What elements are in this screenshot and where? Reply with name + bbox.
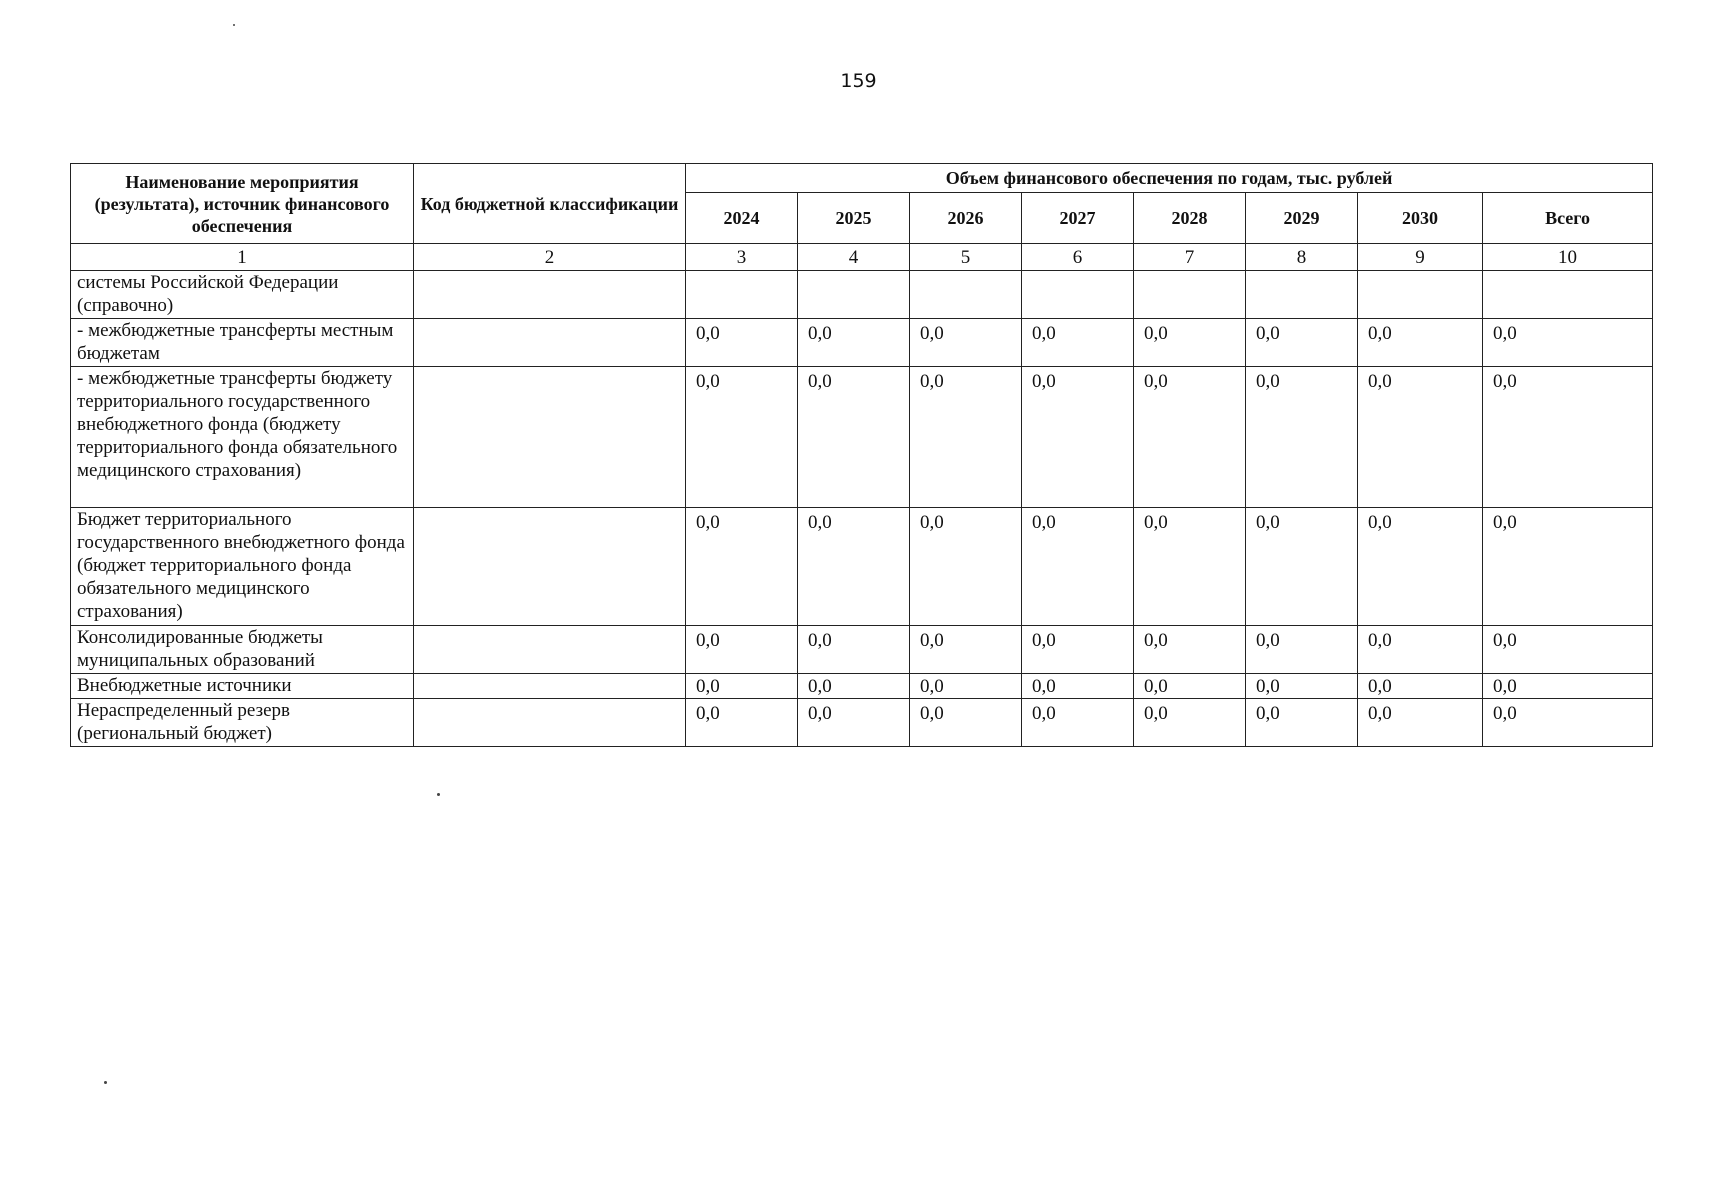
table-row [71,674,1653,699]
cell-value: 0,0 [1022,319,1134,367]
cell-value: 0,0 [1483,699,1653,747]
cell-value [1483,271,1653,319]
cell-value: 0,0 [1483,626,1653,674]
cell-value: 0,0 [1358,319,1483,367]
row-code [414,508,686,626]
table-row [71,319,1653,367]
cell-value: 0,0 [1134,319,1246,367]
cell-value: 0,0 [798,626,910,674]
row-name: Внебюджетные источники [71,674,414,699]
cell-value: 0,0 [1483,319,1653,367]
column-number: 6 [1022,244,1134,271]
cell-value [1134,271,1246,319]
row-code [414,271,686,319]
header-year-2029: 2029 [1246,193,1358,244]
cell-value: 0,0 [1358,699,1483,747]
cell-value: 0,0 [1134,626,1246,674]
scan-speck [104,1081,107,1084]
table-body [71,271,1653,747]
table-row [71,367,1653,508]
column-number: 10 [1483,244,1653,271]
cell-value: 0,0 [798,699,910,747]
header-year-2030: 2030 [1358,193,1483,244]
header-year-2028: 2028 [1134,193,1246,244]
table-header [71,164,1653,271]
cell-value: 0,0 [686,626,798,674]
header-year-2027: 2027 [1022,193,1134,244]
row-name: Нераспределенный резерв (региональный бюджет) [71,699,414,747]
cell-value: 0,0 [1358,674,1483,699]
cell-value [686,271,798,319]
row-name: - межбюджетные трансферты местным бюджетам [71,319,414,367]
cell-value: 0,0 [1246,508,1358,626]
cell-value: 0,0 [1134,508,1246,626]
cell-value: 0,0 [798,367,910,508]
row-name: Консолидированные бюджеты муниципальных образований [71,626,414,674]
column-number: 9 [1358,244,1483,271]
cell-value: 0,0 [1134,674,1246,699]
cell-value: 0,0 [1134,699,1246,747]
page-number: 159 [840,70,877,92]
cell-value: 0,0 [1358,367,1483,508]
header-row [71,164,1653,193]
cell-value: 0,0 [910,626,1022,674]
cell-value: 0,0 [798,508,910,626]
cell-value: 0,0 [798,319,910,367]
column-number-row [71,244,1653,271]
cell-value: 0,0 [1022,674,1134,699]
table-row [71,626,1653,674]
cell-value: 0,0 [1246,367,1358,508]
row-code [414,699,686,747]
cell-value: 0,0 [1022,626,1134,674]
column-number: 3 [686,244,798,271]
row-name: - межбюджетные трансферты бюджету территориального государственного внебюджетного фонда (бюджету территориального фонда обязательного медицинского страхования) [71,367,414,508]
cell-value: 0,0 [1134,367,1246,508]
cell-value: 0,0 [1483,674,1653,699]
column-number: 4 [798,244,910,271]
financing-table [70,163,1653,747]
cell-value: 0,0 [1022,508,1134,626]
row-name: системы Российской Федерации (справочно) [71,271,414,319]
cell-value: 0,0 [798,674,910,699]
row-code [414,319,686,367]
cell-value: 0,0 [1022,367,1134,508]
scan-speck [233,24,235,26]
cell-value: 0,0 [1246,319,1358,367]
header-volume: Объем финансового обеспечения по годам, тыс. рублей [686,164,1653,193]
column-number: 5 [910,244,1022,271]
cell-value [1022,271,1134,319]
table-row [71,508,1653,626]
cell-value: 0,0 [910,674,1022,699]
cell-value: 0,0 [910,508,1022,626]
cell-value: 0,0 [1483,367,1653,508]
row-code [414,674,686,699]
header-year-2025: 2025 [798,193,910,244]
column-number: 2 [414,244,686,271]
row-code [414,367,686,508]
cell-value: 0,0 [910,319,1022,367]
row-name: Бюджет территориального государственного внебюджетного фонда (бюджет территориального фонда обязательного медицинского страхования) [71,508,414,626]
row-code [414,626,686,674]
cell-value [798,271,910,319]
cell-value [910,271,1022,319]
cell-value: 0,0 [1358,508,1483,626]
cell-value: 0,0 [686,367,798,508]
header-code: Код бюджетной классификации [414,164,686,244]
cell-value: 0,0 [686,319,798,367]
cell-value: 0,0 [1358,626,1483,674]
cell-value: 0,0 [1246,699,1358,747]
cell-value: 0,0 [1246,674,1358,699]
cell-value: 0,0 [686,508,798,626]
cell-value: 0,0 [686,674,798,699]
cell-value [1358,271,1483,319]
cell-value: 0,0 [1022,699,1134,747]
table-row [71,271,1653,319]
cell-value: 0,0 [1246,626,1358,674]
header-name: Наименование мероприятия (результата), источник финансового обеспечения [71,164,414,244]
table-row [71,699,1653,747]
cell-value: 0,0 [1483,508,1653,626]
column-number: 8 [1246,244,1358,271]
header-year-2026: 2026 [910,193,1022,244]
cell-value: 0,0 [910,699,1022,747]
header-total: Всего [1483,193,1653,244]
cell-value [1246,271,1358,319]
cell-value: 0,0 [686,699,798,747]
column-number: 1 [71,244,414,271]
column-number: 7 [1134,244,1246,271]
cell-value: 0,0 [910,367,1022,508]
scan-speck [437,793,440,796]
header-year-2024: 2024 [686,193,798,244]
